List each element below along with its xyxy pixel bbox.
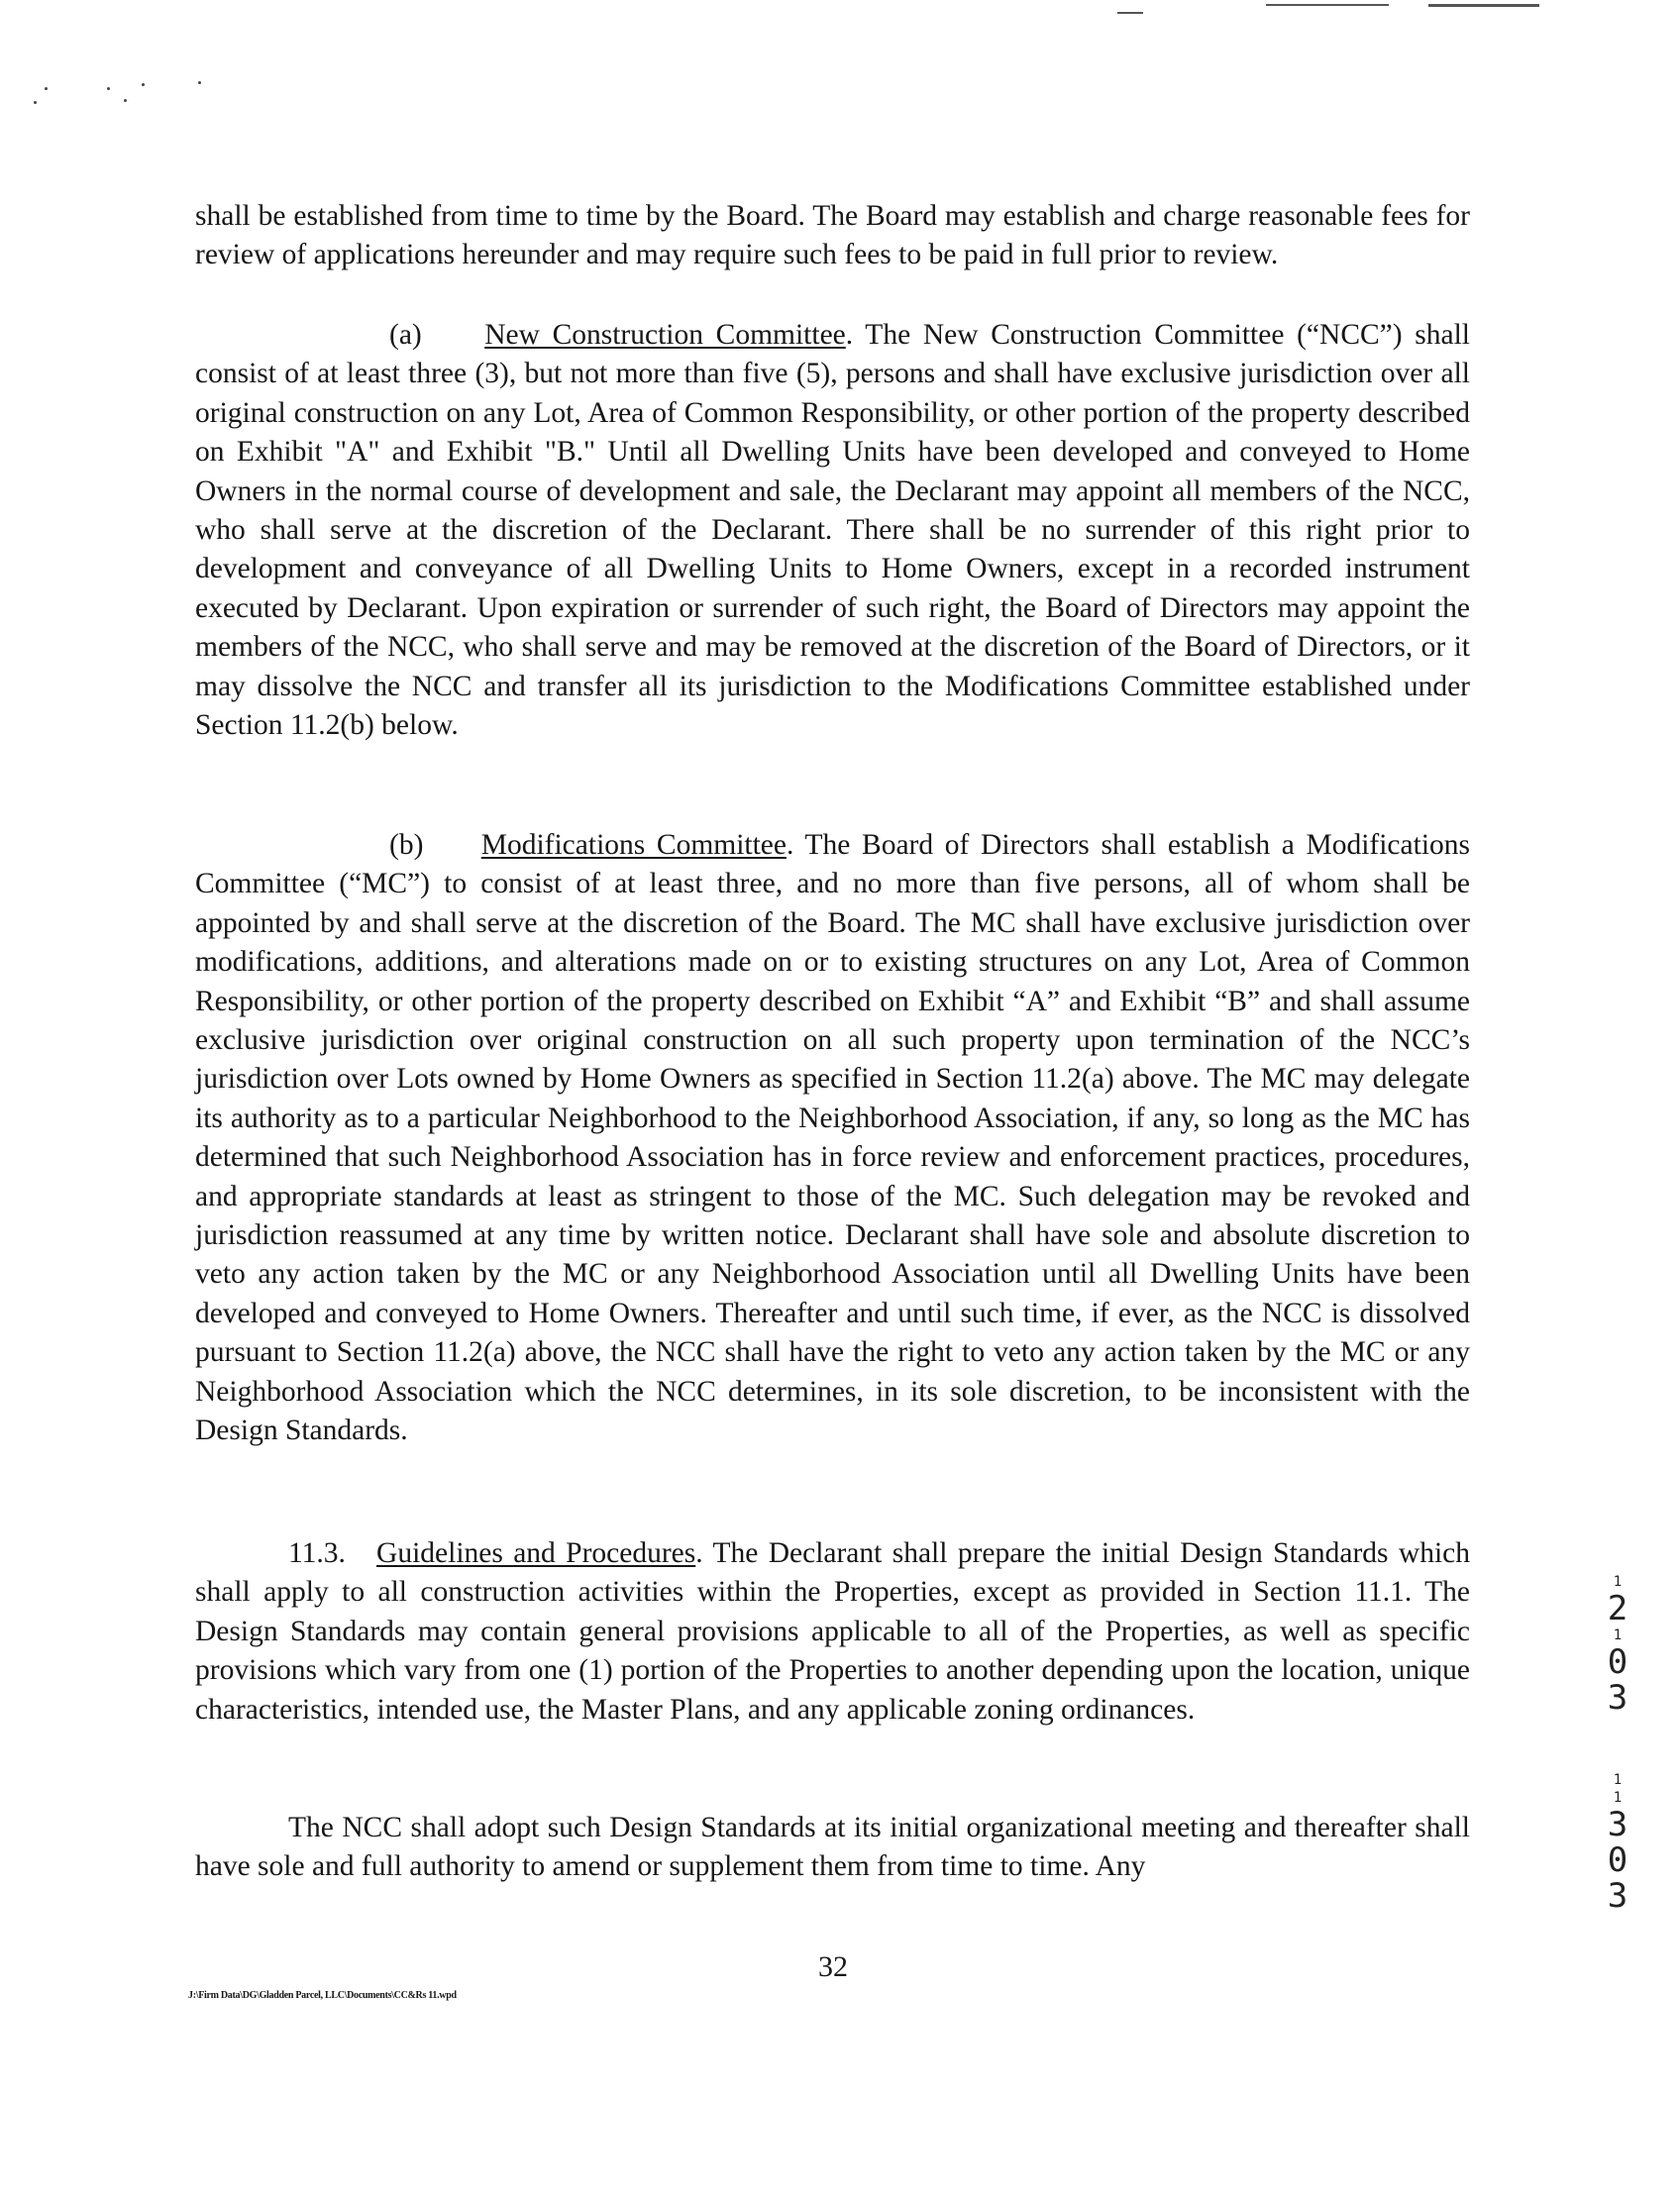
scan-line-short — [1117, 12, 1143, 14]
stamp-digit: 3 — [1607, 1678, 1628, 1718]
stamp-digit: 0 — [1607, 1642, 1628, 1682]
section-11-3-text: . The Declarant shall prepare the initial Design Standards which shall apply to all construction activities within the Properties, except as provided in Section 11.1. The Design Standards may contain general provisions applicable to all of the Properties, as well as specific provisions which vary from one (1) portion of the Properties to another depending upon the location, unique characteristics, intended use, the Master Plans, and any applicable zoning ordinances. — [195, 1537, 1470, 1726]
paragraph-continuation-text: shall be established from time to time by the Board. The Board may establish and charge reasonable fees for review of applications hereunder and may require such fees to be paid in full prior to review. — [195, 200, 1470, 271]
stamp-digit: 1 — [1613, 1627, 1623, 1643]
scan-speck — [45, 87, 48, 90]
page-number: 32 — [818, 1950, 848, 1983]
subsection-a-heading: New Construction Committee — [484, 319, 846, 351]
scan-speck — [142, 83, 145, 86]
paragraph-modifications-committee — [195, 826, 1470, 1451]
section-11-3-heading: Guidelines and Procedures — [376, 1537, 696, 1569]
subsection-b-heading: Modifications Committee — [480, 829, 787, 861]
subsection-a-text: . The New Construction Committee (“NCC”) shall consist of at least three (3), but not more than five (5), persons and shall have exclusive jurisdiction over all original construction on any Lot, Area of Common Responsibility, or other portion of the property described on Exhibit "A" and Exhibit "B." Until all Dwelling Units have been developed and conveyed to Home Owners in the normal course of development and sale, the Declarant may appoint all members of the NCC, who shall serve at the discretion of the Declarant. There shall be no surrender of this right prior to development and conveyance of all Dwelling Units to Home Owners, except in a recorded instrument executed by Declarant. Upon expiration or surrender of such right, the Board of Directors may appoint the members of the NCC, who shall serve and may be removed at the discretion of the Board of Directors, or it may dissolve the NCC and transfer all its jurisdiction to the Modifications Committee established under Section 11.2(b) below. — [195, 319, 1470, 742]
stamp-digit: 3 — [1607, 1805, 1628, 1844]
scan-line-long-1 — [1266, 4, 1389, 6]
scan-line-long-2 — [1428, 4, 1539, 7]
recording-stamp-bottom — [1595, 1771, 1640, 1914]
ncc-adopt-body: The NCC shall adopt such Design Standards at its initial organizational meeting and thereafter shall have sole and full authority to amend or supplement them from time to time. Any — [195, 1812, 1470, 1883]
scan-speck — [107, 87, 110, 90]
paragraph-section-11-3 — [195, 1534, 1470, 1730]
paragraph-ncc-adopt — [195, 1809, 1470, 1887]
paragraph-new-construction-committee — [195, 316, 1470, 745]
stamp-digit: 2 — [1607, 1589, 1628, 1628]
stamp-digit: 1 — [1613, 1790, 1623, 1806]
footer-file-path: J:\Firm Data\DG\Gladden Parcel, LLC\Documents\CC&Rs 11.wpd — [188, 1990, 457, 2001]
recording-stamp-top — [1595, 1573, 1640, 1716]
scan-speck — [198, 81, 201, 84]
scan-speck — [124, 99, 127, 102]
stamp-digit: 1 — [1613, 1574, 1623, 1590]
subsection-b-text: . The Board of Directors shall establish a Modifications Committee (“MC”) to consist of at least three, and no more than five persons, all of whom shall be appointed by and shall serve at the discretion of the Board. The MC shall have exclusive jurisdiction over modifications, additions, and alterations made on or to existing structures on any Lot, Area of Common Responsibility, or other portion of the property described on Exhibit “A” and Exhibit “B” and shall assume exclusive jurisdiction over original construction on all such property upon termination of the NCC’s jurisdiction over Lots owned by Home Owners as specified in Section 11.2(a) above. The MC may delegate its authority as to a particular Neighborhood to the Neighborhood Association, if any, so long as the MC has determined that such Neighborhood Association has in force review and enforcement practices, procedures, and appropriate standards at least as stringent to those of the MC. Such delegation may be revoked and jurisdiction reassumed at any time by written notice. Declarant shall have sole and absolute discretion to veto any action taken by the MC or any Neighborhood Association until all Dwelling Units have been developed and conveyed to Home Owners. Thereafter and until such time, if ever, as the NCC is dissolved pursuant to Section 11.2(a) above, the NCC shall have the right to veto any action taken by the MC or any Neighborhood Association which the NCC determines, in its sole discretion, to be inconsistent with the Design Standards. — [195, 829, 1470, 1447]
paragraph-continuation — [195, 197, 1470, 275]
stamp-digit: 3 — [1607, 1876, 1628, 1916]
section-11-3-number: 11.3. — [288, 1537, 346, 1569]
subsection-b-label: (b) — [389, 829, 424, 861]
stamp-digit: 0 — [1607, 1840, 1628, 1880]
scan-speck — [34, 101, 37, 104]
stamp-digit: 1 — [1613, 1772, 1623, 1788]
subsection-a-label: (a) — [389, 319, 422, 351]
